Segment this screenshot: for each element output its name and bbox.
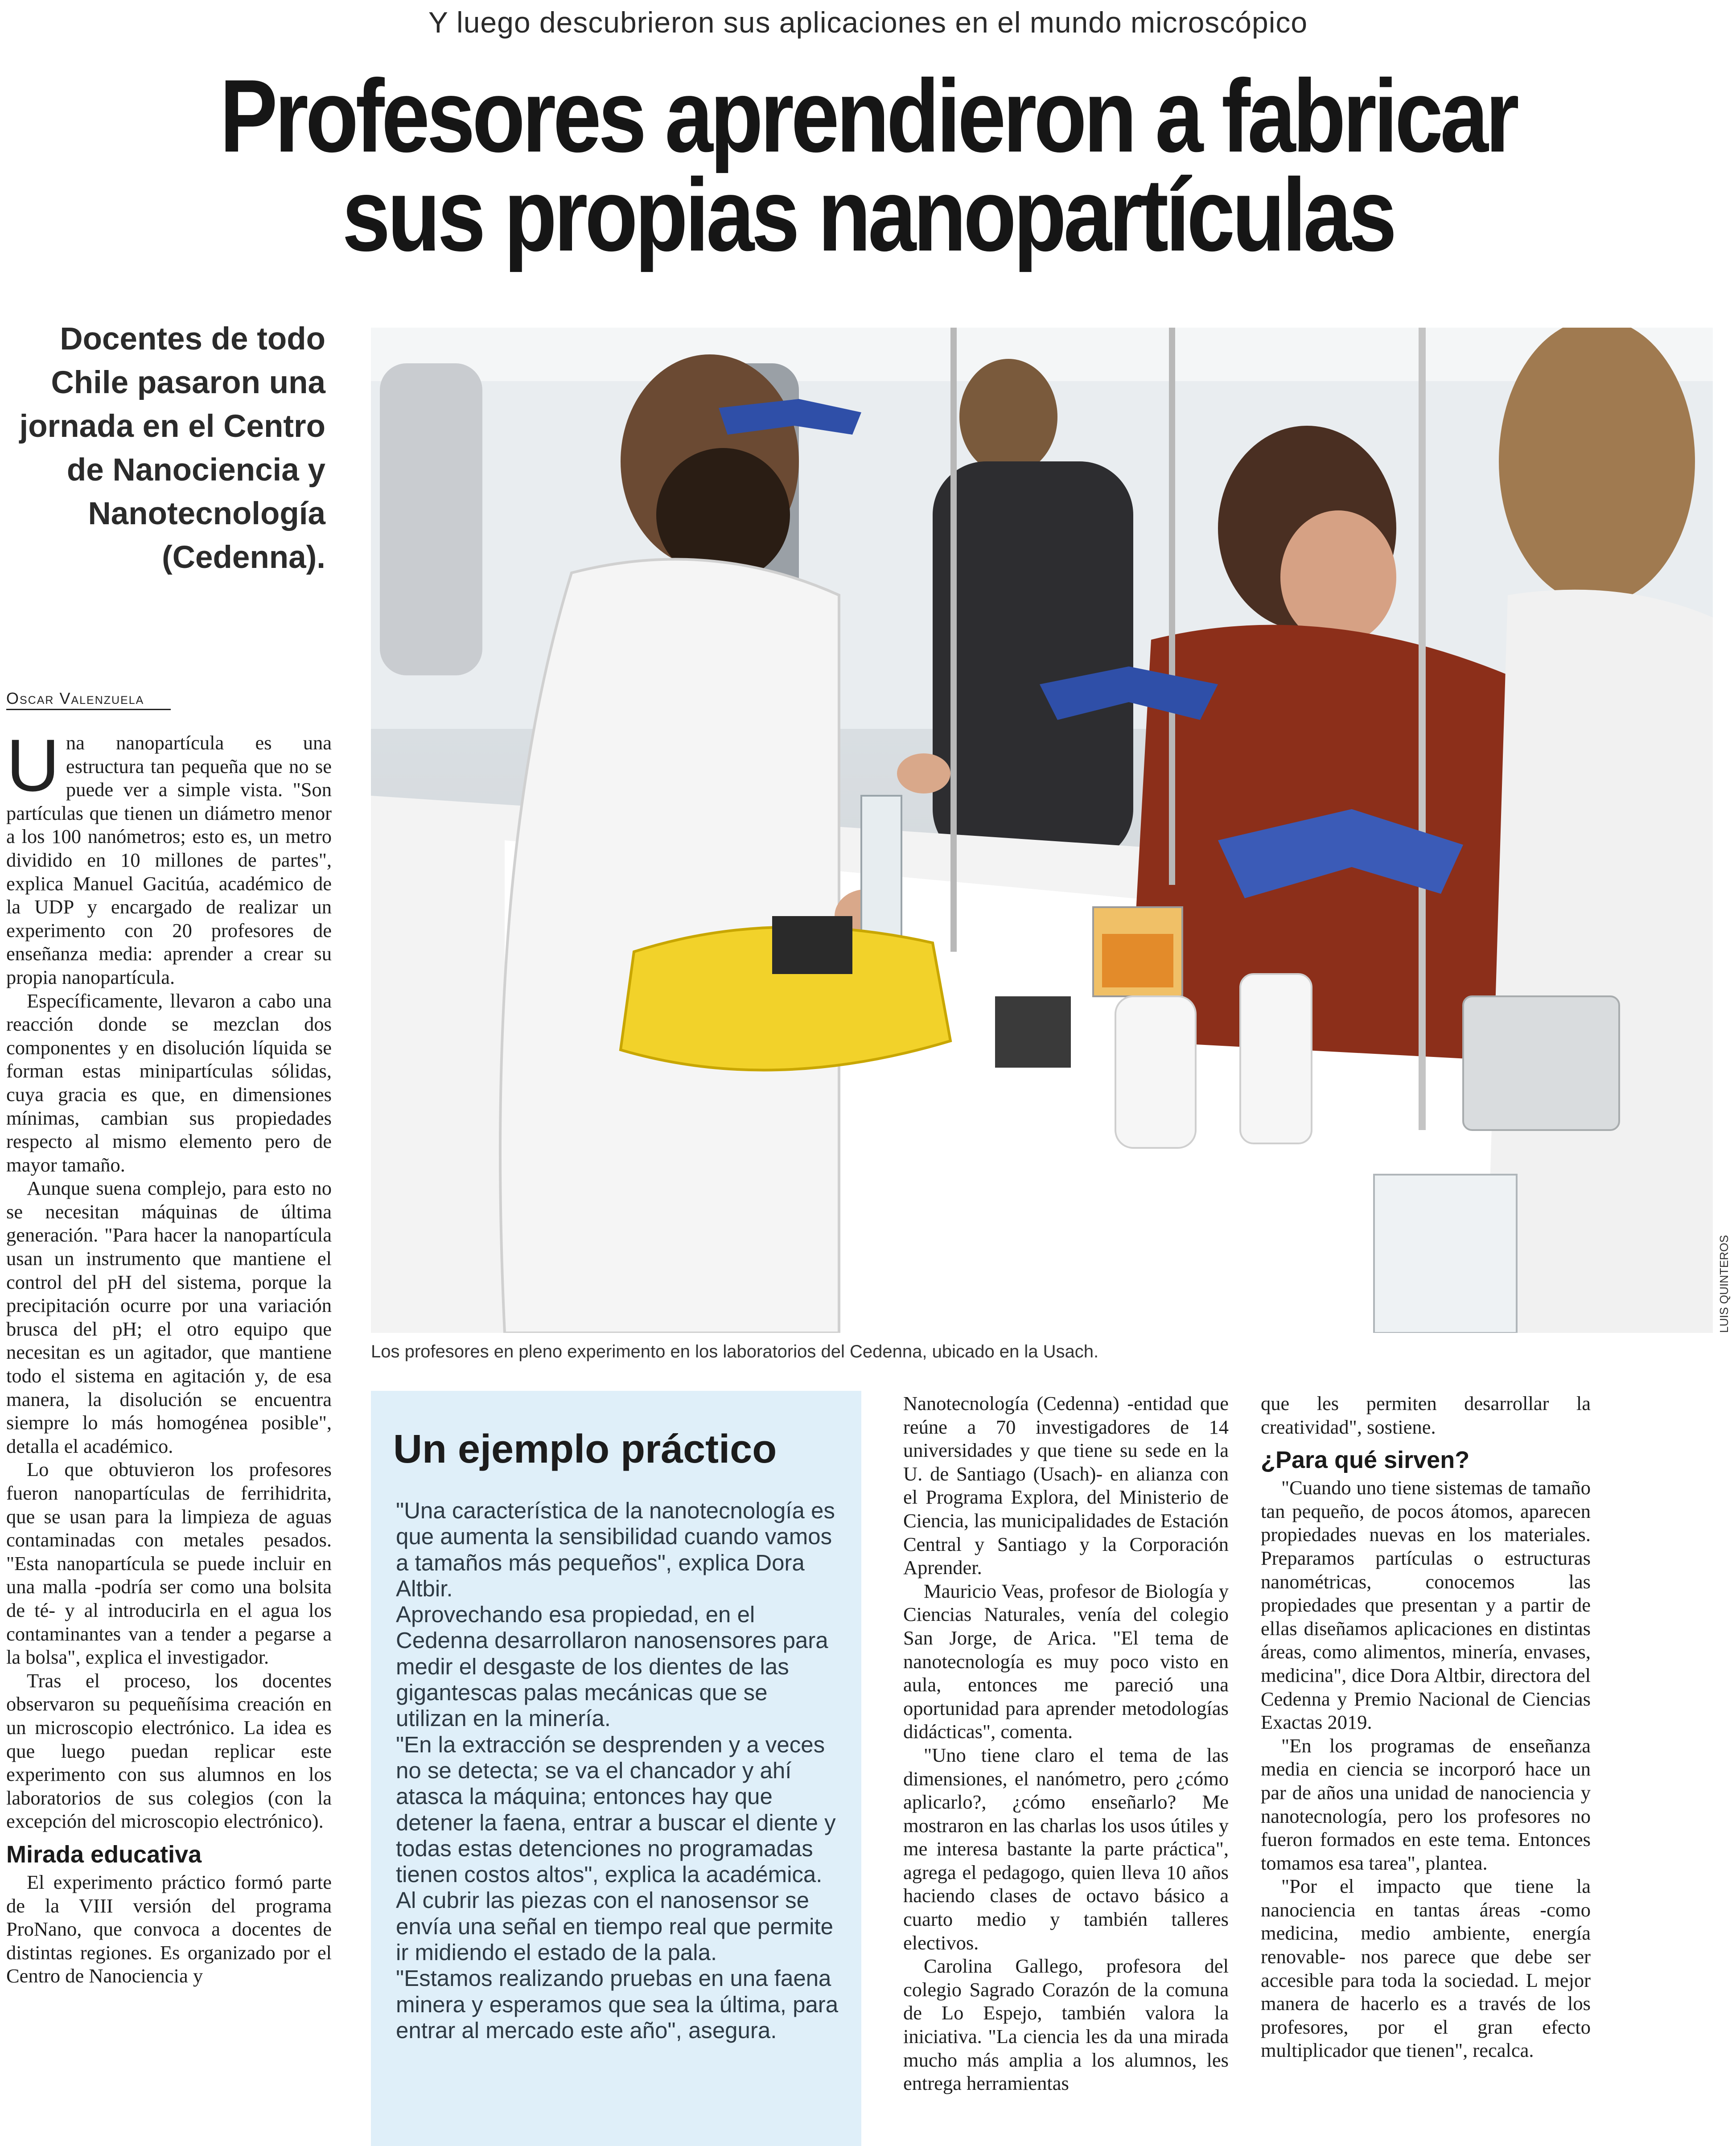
sidebar-body	[396, 1498, 842, 2043]
paragraph-text: na nanopartícula es una estructura tan pequeña que no se puede ver a simple vista. "Son partículas que tienen un diámetro menor a los 100 nanómetros; esto es, un metro dividido en 10 millones de partes", explica Manuel Gacitúa, académico de la UDP y encargado de realizar un experimento con 20 profesores de enseñanza media: aprender a crear su propia nanopartícula.	[6, 732, 332, 988]
paragraph: que les permiten desarrollar la creatividad", sostiene.	[1261, 1392, 1591, 1438]
paragraph: Aprovechando esa propiedad, en el Cedenna desarrollaron nanosensores para medir el desgaste de los dientes de las gigantescas palas mecánicas que se utilizan en la minería.	[396, 1602, 828, 1731]
paragraph: "Una característica de la nanotecnología es que aumenta la sensibilidad cuando vamos a tamaños más pequeños", explica Dora Altbir.	[396, 1498, 835, 1601]
paragraph: Específicamente, llevaron a cabo una reacción donde se mezclan dos componentes y en disolución líquida se forman estas minipartículas sólidas, cuya gracia es que, en dimensiones mínimas, cambian sus propiedades respecto al mismo elemento pero de mayor tamaño.	[6, 989, 332, 1176]
article-column-3	[903, 1392, 1229, 2095]
paragraph: El experimento práctico formó parte de la VIII versión del programa ProNano, que convoca a docentes de distintas regiones. Es organizado por el Centro de Nanociencia y	[6, 1871, 332, 1987]
lab-photo	[371, 328, 1713, 1333]
article-column-4	[1261, 1392, 1591, 2062]
paragraph	[6, 724, 332, 989]
paragraph: Carolina Gallego, profesora del colegio Sagrado Corazón de la comuna de Lo Espejo, también valora la iniciativa. "La ciencia les da una mirada mucho más amplia a los alumnos, les entrega herramientas	[903, 1955, 1229, 2095]
lab-scene-illustration	[371, 328, 1713, 1333]
lede: Docentes de todo Chile pasaron una jornada en el Centro de Nanociencia y Nanotecnología (Cedenna).	[19, 321, 325, 575]
paragraph: "Por el impacto que tiene la nanociencia en tantas áreas -como medicina, medio ambiente, energía renovable- nos parece que debe ser accesible para toda la sociedad. L mejor manera de hacerlo es a través de los profesores, por el gran efecto multiplicador que tienen", recalca.	[1261, 1875, 1591, 2062]
paragraph: Mauricio Veas, profesor de Biología y Ciencias Naturales, venía del colegio San Jorge, de Arica. "El tema de nanotecnología es muy poco visto en aula, entonces me pareció una oportunidad para aprender metodologías didácticas", comenta.	[903, 1579, 1229, 1743]
paragraph: "Estamos realizando pruebas en una faena minera y esperamos que sea la última, para entrar al mercado este año", asegura.	[396, 1965, 839, 2043]
headline-line-1: Profesores aprendieron a fabricar	[219, 58, 1517, 174]
kicker: Y luego descubrieron sus aplicaciones en el mundo microscópico	[428, 6, 1308, 39]
headline-line-2: sus propias nanopartículas	[342, 157, 1394, 273]
paragraph: Al cubrir las piezas con el nanosensor se envía una señal en tiempo real que permite ir midiendo el estado de la pala.	[396, 1887, 833, 1965]
headline	[184, 58, 1552, 273]
paragraph: Lo que obtuvieron los profesores fueron nanopartículas de ferrihidrita, que se usan para la limpieza de aguas contaminadas con metales pesados. "Esta nanopartícula se puede incluir en una malla -podría ser como una bolsita de té- y al introducirla en el agua los contaminantes van a tender a pegarse a la bolsa", explica el investigador.	[6, 1458, 332, 1669]
byline: Oscar Valenzuela	[6, 689, 171, 710]
paragraph: Tras el proceso, los docentes observaron su pequeñísima creación en un microscopio electrónico. La idea es que luego puedan replicar este experimento con sus alumnos en los laboratorios de sus colegios (con la excepción del microscopio electrónico).	[6, 1669, 332, 1833]
subheading: Mirada educativa	[6, 1841, 202, 1868]
drop-cap: U	[6, 724, 60, 807]
photo-credit: LUIS QUINTEROS	[1717, 1235, 1731, 1333]
paragraph: "Uno tiene claro el tema de las dimensiones, el nanómetro, pero ¿cómo aplicarlo?, ¿cómo enseñarlo? Me mostraron en las charlas los usos útiles y me interesa bastante la parte práctica", agrega el pedagogo, quien lleva 10 años haciendo clases de octavo básico a cuarto medio y también talleres electivos.	[903, 1743, 1229, 1954]
paragraph: Nanotecnología (Cedenna) -entidad que reúne a 70 investigadores de 14 universidades y que tiene su sede en la U. de Santiago (Usach)- en alianza con el Programa Explora, del Ministerio de Ciencia, las municipalidades de Estación Central y Santiago y la Corporación Aprender.	[903, 1392, 1229, 1579]
paragraph: "En los programas de enseñanza media en ciencia se incorporó hace un par de años una unidad de nanociencia y nanotecnología, pero los profesores no fueron formados en este tema. Entonces tomamos esa tarea", plantea.	[1261, 1734, 1591, 1874]
photo-caption: Los profesores en pleno experimento en los laboratorios del Cedenna, ubicado en la Usach.	[371, 1342, 1099, 1361]
paragraph: Aunque suena complejo, para esto no se necesitan máquinas de última generación. "Para hacer la nanopartícula usan un instrumento que mantiene el control del pH del sistema, porque la precipitación ocurre por una variación brusca del pH; el otro equipo que necesitan es un agitador, que mantiene todo el sistema en agitación y, de esa manera, la disolución se encuentra siempre lo más homogénea posible", detalla el académico.	[6, 1177, 332, 1457]
subheading: ¿Para qué sirven?	[1261, 1447, 1470, 1474]
sidebar-title: Un ejemplo práctico	[393, 1427, 777, 1472]
sidebar-box	[371, 1391, 861, 2146]
paragraph: "En la extracción se desprenden y a veces no se detecta; se va el chancador y ahí atasca la máquina; entonces hay que detener la faena, entrar a buscar el diente y todas estas detenciones no programadas tienen costos altos", explica la académica.	[396, 1731, 836, 1887]
article-column-1	[6, 724, 332, 1988]
paragraph: "Cuando uno tiene sistemas de tamaño tan pequeño, de pocos átomos, aparecen propiedades nuevas en los materiales. Preparamos partículas o estructuras nanométricas, conocemos las propiedades que presentan y a partir de ellas diseñamos aplicaciones en distintas áreas, como alimentos, minería, envases, medicina", dice Dora Altbir, directora del Cedenna y Premio Nacional de Ciencias Exactas 2019.	[1261, 1476, 1591, 1734]
